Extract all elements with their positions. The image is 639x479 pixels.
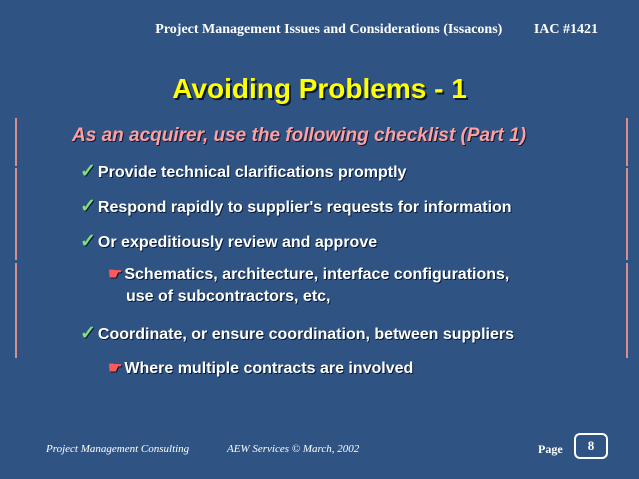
footer-copyright: AEW Services © March, 2002	[227, 443, 360, 455]
checklist-subitem	[108, 358, 413, 380]
course-title: Project Management Issues and Considerations (Issacons)	[155, 22, 503, 37]
page-number: 8	[574, 433, 608, 459]
slide-subtitle: As an acquirer, use the following checklist (Part 1)	[72, 125, 527, 146]
checklist-item	[80, 230, 377, 253]
checklist-item-text: Coordinate, or ensure coordination, between suppliers	[97, 326, 514, 343]
pointing-hand-icon: ☛	[108, 266, 123, 283]
pointing-hand-icon: ☛	[108, 360, 123, 377]
subitem-text-line1: Where multiple contracts are involved	[124, 360, 414, 377]
subitem-text-line2: use of subcontractors, etc,	[126, 288, 331, 305]
course-code: IAC #1421	[533, 22, 598, 37]
check-mark-icon: ✓	[80, 161, 96, 182]
checklist-item	[80, 322, 514, 345]
slide-title: Avoiding Problems - 1	[172, 73, 467, 104]
check-mark-icon: ✓	[80, 196, 96, 217]
page-label: Page	[538, 442, 563, 456]
checklist-subitem	[108, 264, 509, 308]
right-decorative-bar	[626, 263, 628, 358]
check-mark-icon: ✓	[80, 231, 96, 252]
right-decorative-bar	[626, 118, 628, 166]
left-decorative-bar	[15, 168, 17, 260]
left-decorative-bar	[15, 263, 17, 358]
checklist-item	[80, 195, 512, 218]
left-decorative-bar	[15, 118, 17, 166]
checklist-item-text: Or expeditiously review and approve	[97, 234, 378, 251]
checklist-item-text: Provide technical clarifications promptly	[97, 164, 407, 181]
subitem-text-line1: Schematics, architecture, interface configurations,	[124, 266, 510, 283]
footer-company: Project Management Consulting	[46, 443, 190, 455]
slide-header	[155, 22, 598, 38]
checklist-item	[80, 160, 406, 183]
check-mark-icon: ✓	[80, 323, 96, 344]
checklist-item-text: Respond rapidly to supplier's requests for information	[97, 199, 512, 216]
right-decorative-bar	[626, 168, 628, 260]
